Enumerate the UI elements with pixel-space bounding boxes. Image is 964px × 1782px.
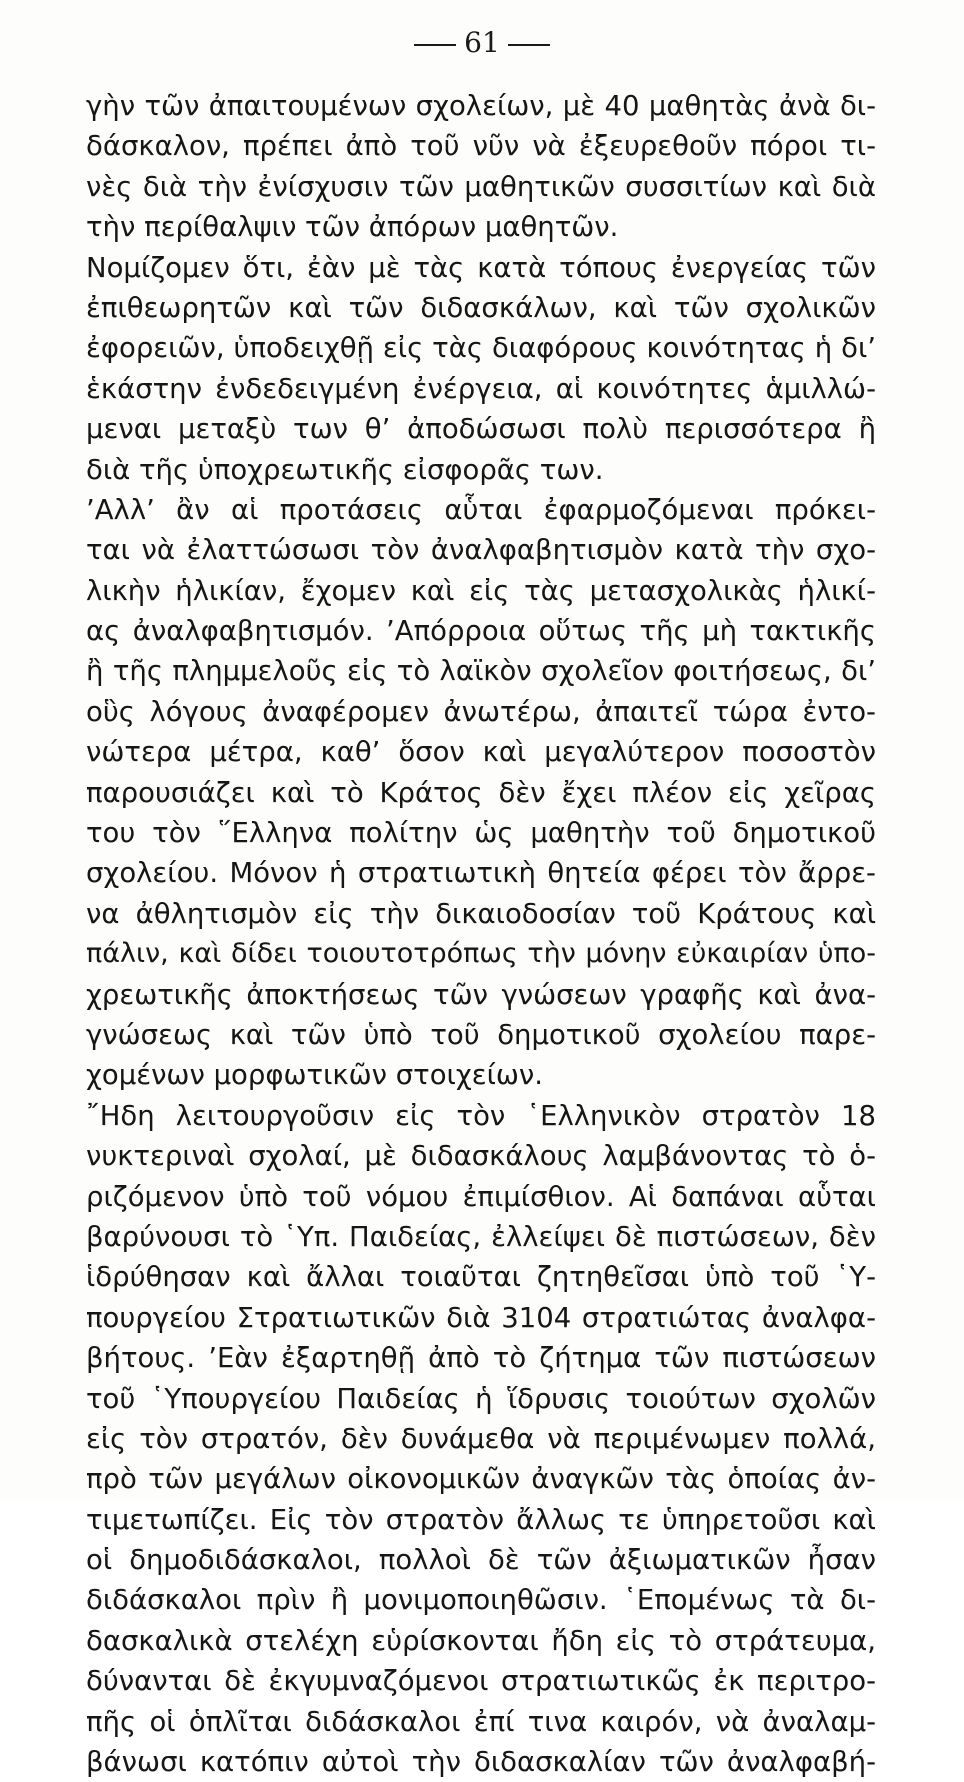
- text-line: πρὸ τῶν μεγάλων οἰκονομικῶν ἀναγκῶν τὰς ὁποίας ἀν-: [86, 1463, 876, 1496]
- text-line: ῎Ηδη λειτουργοῦσιν εἰς τὸν ῾Ελληνικὸν στρατὸν 18: [86, 1099, 876, 1132]
- text-line: βήτους. ’Εὰν ἐξαρτηθῇ ἀπὸ τὸ ζήτημα τῶν πιστώσεων: [86, 1342, 876, 1375]
- text-line: του τὸν ῞Ελληνα πολίτην ὡς μαθητὴν τοῦ δημοτικοῦ: [86, 817, 876, 850]
- text-line: λικὴν ἡλικίαν, ἔχομεν καὶ εἰς τὰς μετασχολικὰς ἡλικί-: [86, 574, 876, 607]
- text-line: ἑκάστην ἐνδεδειγμένη ἐνέργεια, αἱ κοινότητες ἁμιλλώ-: [86, 372, 876, 405]
- text-line: ἐφορειῶν, ὑποδειχθῇ εἰς τὰς διαφόρους κοινότητας ἡ δι’: [86, 332, 876, 365]
- text-line: οἱ δημοδιδάσκαλοι, πολλοὶ δὲ τῶν ἀξιωματικῶν ἦσαν: [86, 1544, 876, 1577]
- text-line: πουργείου Στρατιωτικῶν διὰ 3104 στρατιώτας ἀναλφα-: [86, 1301, 876, 1334]
- text-line: να ἀθλητισμὸν εἰς τὴν δικαιοδοσίαν τοῦ Κράτους καὶ: [86, 897, 876, 930]
- text-line: τὴν περίθαλψιν τῶν ἀπόρων μαθητῶν.: [86, 211, 619, 244]
- text-line: δασκαλικὰ στελέχη εὑρίσκονται ἤδη εἰς τὸ στράτευμα,: [86, 1624, 876, 1657]
- text-line: ἱδρύθησαν καὶ ἄλλαι τοιαῦται ζητηθεῖσαι ὑπὸ τοῦ ῾Υ-: [86, 1261, 876, 1294]
- text-line: τοῦ ῾Υπουργείου Παιδείας ἡ ἵδρυσις τοιούτων σχολῶν: [86, 1382, 876, 1415]
- text-line: βαρύνουσι τὸ ῾Υπ. Παιδείας, ἐλλείψει δὲ πιστώσεων, δὲν: [86, 1220, 876, 1253]
- text-line: ας ἀναλφαβητισμόν. ’Απόρροια οὕτως τῆς μὴ τακτικῆς: [86, 615, 876, 648]
- text-line: πῆς οἱ ὁπλῖται διδάσκαλοι ἐπί τινα καιρόν, νὰ ἀναλαμ-: [86, 1705, 876, 1738]
- text-line: ’Αλλ’ ἂν αἱ προτάσεις αὗται ἐφαρμοζόμεναι πρόκει-: [86, 493, 876, 526]
- text-line: διδάσκαλοι πρὶν ἢ μονιμοποιηθῶσιν. ῾Επομένως τὰ δι-: [86, 1584, 876, 1617]
- text-line: δύνανται δὲ ἐκγυμναζόμενοι στρατιωτικῶς ἐκ περιτρο-: [86, 1665, 876, 1698]
- text-line: γὴν τῶν ἀπαιτουμένων σχολείων, μὲ 40 μαθητὰς ἀνὰ δι-: [86, 90, 876, 122]
- text-line: σχολείου. Μόνον ἡ στρατιωτικὴ θητεία φέρει τὸν ἄρρε-: [86, 857, 876, 890]
- text-line: νυκτεριναὶ σχολαί, μὲ διδασκάλους λαμβάνοντας τὸ ὁ-: [86, 1140, 876, 1173]
- text-line: ριζόμενον ὑπὸ τοῦ νόμου ἐπιμίσθιον. Αἱ δαπάναι αὗται: [86, 1180, 876, 1213]
- page-number-left-rule: [414, 44, 456, 46]
- text-line: ται νὰ ἐλαττώσωσι τὸν ἀναλφαβητισμὸν κατὰ τὴν σχο-: [86, 534, 876, 567]
- page-number-right-rule: [508, 44, 550, 46]
- page-number: [0, 26, 964, 59]
- text-line: μεναι μεταξὺ των θ’ ἀποδώσωσι πολὺ περισσότερα ἢ: [86, 413, 876, 446]
- text-line: τιμετωπίζει. Εἰς τὸν στρατὸν ἄλλως τε ὑπηρετοῦσι καὶ: [86, 1503, 876, 1536]
- text-line: Νομίζομεν ὅτι, ἐὰν μὲ τὰς κατὰ τόπους ἐνεργείας τῶν: [86, 251, 876, 284]
- text-line: ἢ τῆς πλημμελοῦς εἰς τὸ λαϊκὸν σχολεῖον φοιτήσεως, δι’: [86, 655, 876, 688]
- text-line: βάνωσι κατόπιν αὐτοὶ τὴν διδασκαλίαν τῶν ἀναλφαβή-: [86, 1746, 876, 1779]
- page-number-value: 61: [464, 26, 500, 59]
- text-line: ἐπιθεωρητῶν καὶ τῶν διδασκάλων, καὶ τῶν σχολικῶν: [86, 291, 876, 324]
- text-line: παρουσιάζει καὶ τὸ Κράτος δὲν ἔχει πλέον εἰς χεῖρας: [86, 776, 876, 809]
- text-line: δάσκαλον, πρέπει ἀπὸ τοῦ νῦν νὰ ἐξευρεθοῦν πόροι τι-: [86, 130, 876, 163]
- body-text: [86, 86, 876, 1782]
- text-line: πάλιν, καὶ δίδει τοιουτοτρόπως τὴν μόνην εὐκαιρίαν ὑπο-: [86, 938, 876, 970]
- text-line: χρεωτικῆς ἀποκτήσεως τῶν γνώσεων γραφῆς καὶ ἀνα-: [86, 978, 876, 1011]
- text-line: διὰ τῆς ὑποχρεωτικῆς εἰσφορᾶς των.: [86, 453, 604, 486]
- text-line: γνώσεως καὶ τῶν ὑπὸ τοῦ δημοτικοῦ σχολείου παρε-: [86, 1018, 876, 1051]
- text-line: οὓς λόγους ἀναφέρομεν ἀνωτέρω, ἀπαιτεῖ τώρα ἐντο-: [86, 695, 876, 728]
- text-line: χομένων μορφωτικῶν στοιχείων.: [86, 1059, 544, 1092]
- text-line: νώτερα μέτρα, καθ’ ὅσον καὶ μεγαλύτερον ποσοστὸν: [86, 736, 876, 769]
- text-line: νὲς διὰ τὴν ἐνίσχυσιν τῶν μαθητικῶν συσσιτίων καὶ διὰ: [86, 170, 876, 203]
- text-line: εἰς τὸν στρατόν, δὲν δυνάμεθα νὰ περιμένωμεν πολλά,: [86, 1422, 876, 1455]
